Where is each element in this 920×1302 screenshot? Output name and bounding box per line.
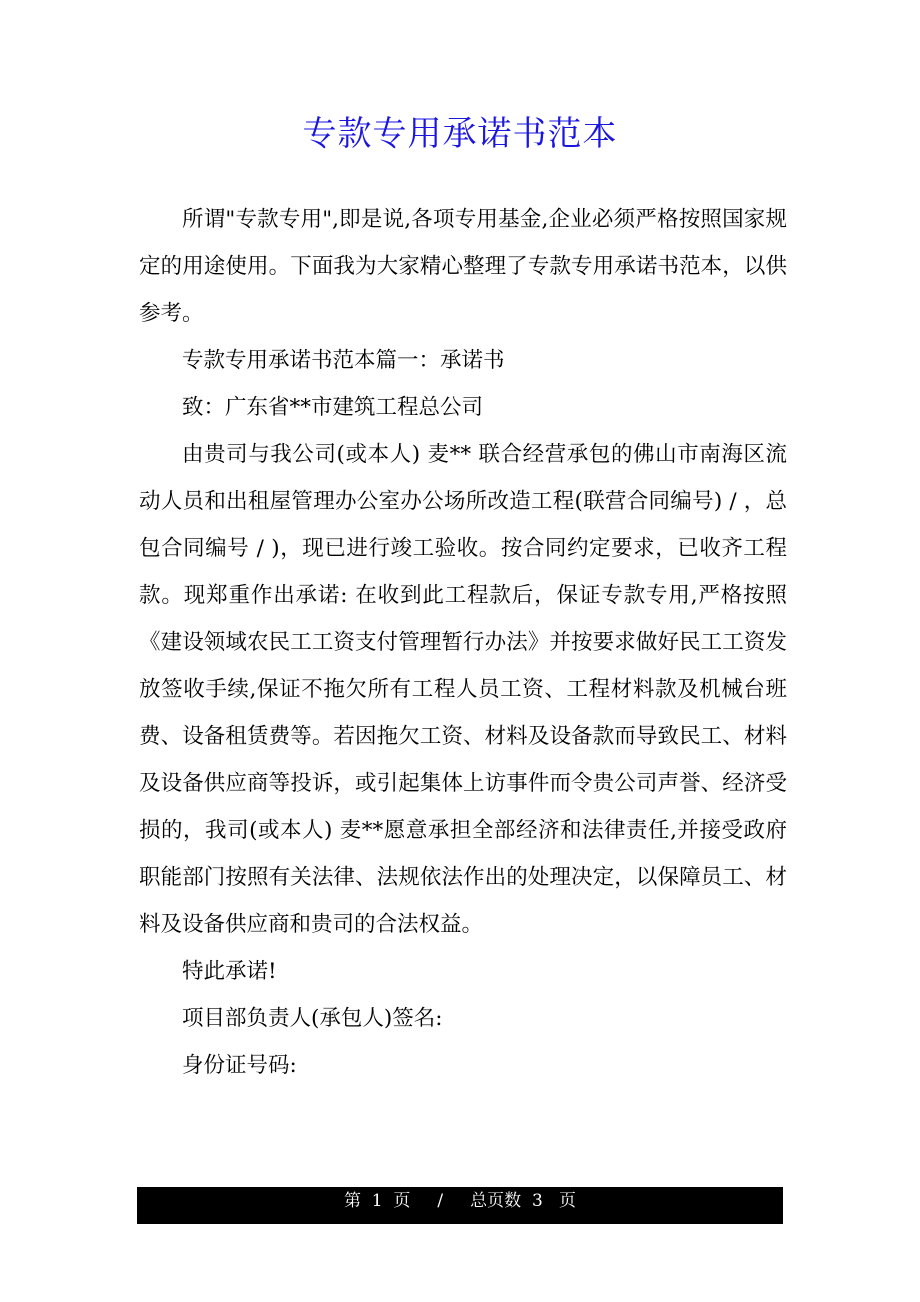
commitment-paragraph: 由贵司与我公司(或本人) 麦** 联合经营承包的佛山市南海区流动人员和出租屋管理办公室办公场所改造工程(联营合同编号) / ，总包合同编号 / )，现已进行竣工验收。按合同约定要求，已收齐工程款。现郑重作出承诺: 在收到此工程款后，保证专款专用,严格按照《建设领域农民工工资支付管理暂行办法》并按要求做好民工工资发放签收手续,保证不拖欠所有工程人员工资、工程材料款及机械台班费、设备租赁费等。若因拖欠工资、材料及设备款而导致民工、材料及设备供应商等投诉，或引起集体上访事件而令贵公司声誉、经济受损的，我司(或本人) 麦**愿意承担全部经济和法律责任,并接受政府职能部门按照有关法律、法规依法作出的处理决定，以保障员工、材料及设备供应商和贵司的合法权益。 xyxy=(139,442,787,937)
closing-line: 特此承诺! xyxy=(182,959,277,984)
page-indicator: 第 1 页 / 总页数 3 页 xyxy=(343,1191,577,1211)
addressee-line: 致：广东省**市建筑工程总公司 xyxy=(182,395,484,420)
document-body xyxy=(139,196,787,1089)
signature-line: 项目部负责人(承包人)签名: xyxy=(182,1006,443,1031)
id-number-line: 身份证号码: xyxy=(182,1053,297,1078)
document-title: 专款专用承诺书范本 xyxy=(302,114,618,154)
page-footer xyxy=(137,1187,783,1224)
section-heading: 专款专用承诺书范本篇一：承诺书 xyxy=(182,348,505,373)
intro-paragraph: 所谓"专款专用",即是说,各项专用基金,企业必须严格按照国家规定的用途使用。下面我为大家精心整理了专款专用承诺书范本，以供参考。 xyxy=(139,207,787,326)
